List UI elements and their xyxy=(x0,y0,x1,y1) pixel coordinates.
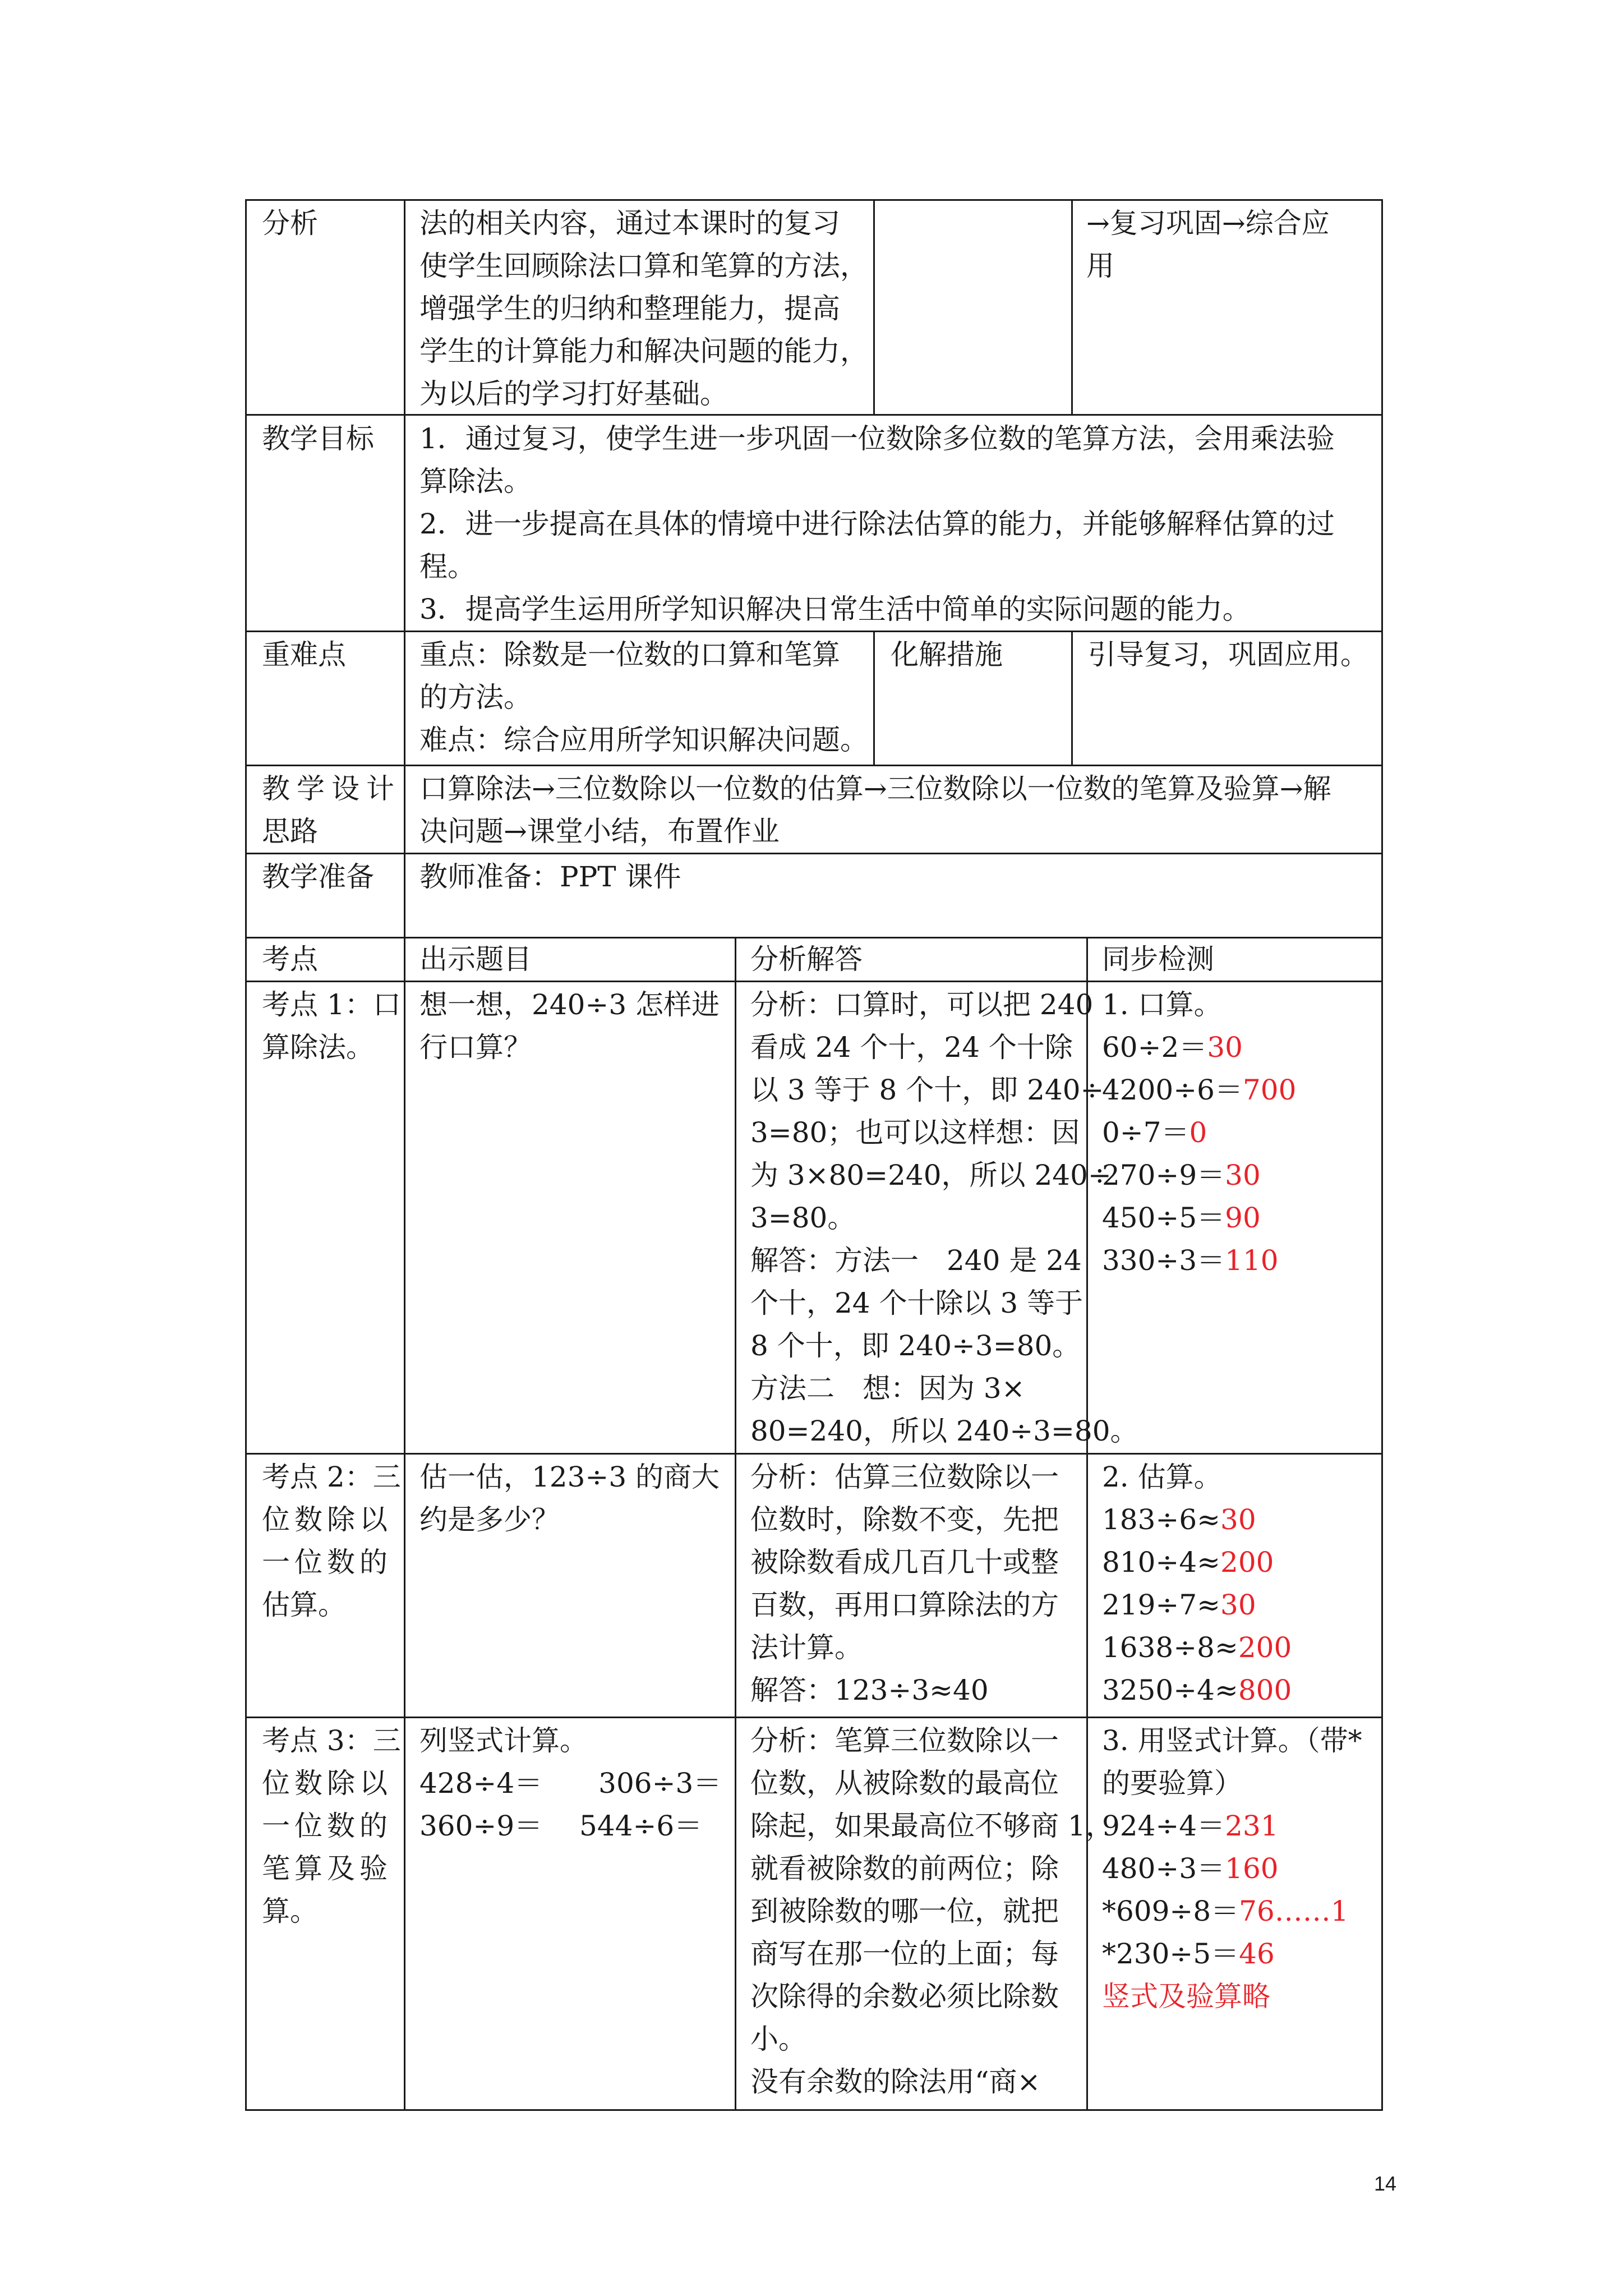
table-line xyxy=(735,937,736,2111)
text-line: 考点 2：三 xyxy=(262,1461,401,1493)
text-line: 看成 24 个十，24 个十除 xyxy=(750,1031,1073,1064)
text-line: 教学设计 xyxy=(262,772,401,805)
table-line xyxy=(1071,199,1073,416)
prep-text: 教师准备：PPT 课件 xyxy=(419,861,681,893)
row-label-prep: 教学准备 xyxy=(262,861,374,893)
text-line: 算除法。 xyxy=(262,1031,374,1064)
analysis-2 xyxy=(750,1456,1059,1711)
table-line xyxy=(245,1717,1383,1718)
table-line xyxy=(245,1453,1383,1455)
table-line xyxy=(245,199,247,2111)
check-item xyxy=(1102,1805,1362,1847)
answer: 800 xyxy=(1238,1674,1292,1706)
point-2 xyxy=(262,1456,401,1626)
text-line: 笔算及验 xyxy=(262,1852,392,1885)
text-line: 考点 1：口 xyxy=(262,988,401,1021)
design-content xyxy=(419,767,1331,853)
text-line: 位数时，除数不变，先把 xyxy=(750,1503,1059,1536)
text-line: 想一想，240÷3 怎样进 xyxy=(419,988,720,1021)
text-line: 分析：估算三位数除以一 xyxy=(750,1461,1059,1493)
equation: 270÷9＝ xyxy=(1102,1159,1225,1191)
equation: 60÷2＝ xyxy=(1102,1031,1207,1064)
text-line: 2．进一步提高在具体的情境中进行除法估算的能力，并能够解释估算的过 xyxy=(419,508,1335,540)
analysis-content xyxy=(419,202,868,415)
text-line: 解答：123÷3≈40 xyxy=(750,1674,989,1706)
answer: 30 xyxy=(1225,1159,1261,1191)
check-title: 2. 估算。 xyxy=(1102,1461,1222,1493)
check-item xyxy=(1102,1847,1362,1890)
check-item xyxy=(1102,1626,1292,1669)
answer: 231 xyxy=(1225,1810,1279,1842)
row-label-analysis: 分析 xyxy=(262,207,318,240)
check-item xyxy=(1102,1541,1292,1584)
table-line xyxy=(245,853,1383,854)
text-line: 一位数的 xyxy=(262,1546,392,1579)
analysis-1 xyxy=(750,983,1138,1452)
measures-label: 化解措施 xyxy=(891,638,1003,671)
check-note: 竖式及验算略 xyxy=(1102,1980,1270,2013)
text-line: 被除数看成几百几十或整 xyxy=(750,1546,1059,1579)
text-line: 法计算。 xyxy=(750,1631,863,1664)
text-line: 428÷4＝ 306÷3＝ xyxy=(419,1767,722,1800)
question-3 xyxy=(419,1719,721,1847)
header-analysis: 分析解答 xyxy=(750,943,863,976)
answer: 46 xyxy=(1239,1938,1275,1970)
answer: 200 xyxy=(1220,1546,1274,1579)
equation: 0÷7＝ xyxy=(1102,1116,1189,1149)
equation: 330÷3＝ xyxy=(1102,1244,1225,1277)
check-title: 3. 用竖式计算。（带* xyxy=(1102,1724,1362,1757)
header-check: 同步检测 xyxy=(1102,943,1214,976)
table-line xyxy=(245,631,1383,632)
text-line: 估算。 xyxy=(262,1589,346,1621)
text-line: 为以后的学习打好基础。 xyxy=(419,378,728,410)
table-line xyxy=(245,2109,1383,2111)
text-line: 难点：综合应用所学知识解决问题。 xyxy=(419,724,868,756)
check-item xyxy=(1102,1584,1292,1626)
text-line: 小。 xyxy=(750,2023,806,2055)
text-line: 以 3 等于 8 个十，即 240÷ xyxy=(750,1074,1104,1106)
answer: 76……1 xyxy=(1239,1895,1349,1927)
text-line: 解答：方法一 240 是 24 xyxy=(750,1244,1082,1277)
text-line: 增强学生的归纳和整理能力，提高 xyxy=(419,292,840,325)
text-line: 位数，从被除数的最高位 xyxy=(750,1767,1059,1800)
text-line: 商写在那一位的上面；每 xyxy=(750,1938,1059,1970)
check-item xyxy=(1102,1890,1362,1932)
equation: *230÷5＝ xyxy=(1102,1938,1239,1970)
check-item xyxy=(1102,1669,1292,1711)
text-line: 1．通过复习，使学生进一步巩固一位数除多位数的笔算方法，会用乘法验 xyxy=(419,422,1335,455)
check-3 xyxy=(1102,1719,1362,2018)
table-line xyxy=(245,199,1383,201)
text-line: 就看被除数的前两位；除 xyxy=(750,1852,1059,1885)
row-label-key: 重难点 xyxy=(262,638,346,671)
text-line: 一位数的 xyxy=(262,1810,392,1842)
point-3 xyxy=(262,1719,401,1932)
text-line: 8 个十，即 240÷3=80。 xyxy=(750,1329,1081,1362)
text-line: 360÷9＝ 544÷6＝ xyxy=(419,1810,703,1842)
analysis-flow xyxy=(1086,202,1330,287)
equation: *609÷8＝ xyxy=(1102,1895,1239,1927)
equation: 183÷6≈ xyxy=(1102,1503,1221,1536)
equation: 810÷4≈ xyxy=(1102,1546,1221,1579)
table-line xyxy=(1071,631,1073,766)
text-line: 分析：笔算三位数除以一 xyxy=(750,1724,1059,1757)
measures-text: 引导复习，巩固应用。 xyxy=(1088,638,1368,671)
check-2 xyxy=(1102,1456,1292,1711)
text-line: 80=240，所以 240÷3=80。 xyxy=(750,1415,1138,1447)
header-question: 出示题目 xyxy=(419,943,532,976)
text-line: 行口算？ xyxy=(419,1031,532,1064)
goals-content xyxy=(419,417,1335,631)
equation: 1638÷8≈ xyxy=(1102,1631,1238,1664)
text-line: 算除法。 xyxy=(419,465,532,498)
text-line: 为 3×80=240，所以 240÷ xyxy=(750,1159,1112,1191)
header-point: 考点 xyxy=(262,943,318,976)
equation: 480÷3＝ xyxy=(1102,1852,1225,1885)
text-line: 法的相关内容，通过本课时的复习 xyxy=(419,207,840,240)
text-line: 列竖式计算。 xyxy=(419,1724,588,1757)
equation: 450÷5＝ xyxy=(1102,1202,1225,1234)
text-line: 估一估，123÷3 的商大 xyxy=(419,1461,720,1493)
text-line: 用 xyxy=(1086,250,1114,282)
check-item xyxy=(1102,1026,1296,1069)
text-line: 3．提高学生运用所学知识解决日常生活中简单的实际问题的能力。 xyxy=(419,593,1251,625)
text-line: 约是多少？ xyxy=(419,1503,560,1536)
answer: 200 xyxy=(1238,1631,1292,1664)
check-item xyxy=(1102,1154,1296,1197)
text-line: 决问题→课堂小结，布置作业 xyxy=(419,815,780,848)
check-item xyxy=(1102,1932,1362,1975)
table-line xyxy=(245,981,1383,982)
check-item xyxy=(1102,1498,1292,1541)
check-title: 的要验算） xyxy=(1102,1767,1242,1800)
text-line: 学生的计算能力和解决问题的能力， xyxy=(419,335,868,367)
text-line: 位数除以 xyxy=(262,1503,392,1536)
page-number: 14 xyxy=(1373,2172,1396,2195)
check-item xyxy=(1102,1239,1296,1282)
answer: 90 xyxy=(1225,1202,1261,1234)
text-line: 次除得的余数必须比除数 xyxy=(750,1980,1059,2013)
row-label-design xyxy=(262,767,401,853)
equation: 924÷4＝ xyxy=(1102,1810,1225,1842)
text-line: 没有余数的除法用“商× xyxy=(750,2065,1041,2098)
answer: 700 xyxy=(1242,1074,1297,1106)
equation: 219÷7≈ xyxy=(1102,1589,1221,1621)
text-line: 使学生回顾除法口算和笔算的方法， xyxy=(419,250,868,282)
text-line: 到被除数的哪一位，就把 xyxy=(750,1895,1059,1927)
answer: 30 xyxy=(1207,1031,1243,1064)
check-item xyxy=(1102,1111,1296,1154)
text-line: 分析：口算时，可以把 240 xyxy=(750,988,1094,1021)
check-1 xyxy=(1102,983,1296,1282)
table-line xyxy=(873,631,875,766)
answer: 30 xyxy=(1220,1503,1256,1536)
table-line xyxy=(404,199,405,2111)
text-line: 位数除以 xyxy=(262,1767,392,1800)
analysis-3 xyxy=(750,1719,1114,2103)
equation: 4200÷6＝ xyxy=(1102,1074,1243,1106)
question-2 xyxy=(419,1456,720,1541)
text-line: 算。 xyxy=(262,1895,318,1927)
check-item xyxy=(1102,1197,1296,1239)
table-line xyxy=(245,765,1383,766)
answer: 0 xyxy=(1189,1116,1207,1149)
answer: 30 xyxy=(1220,1589,1256,1621)
check-item xyxy=(1102,1069,1296,1111)
text-line: 考点 3：三 xyxy=(262,1724,401,1757)
text-line: 百数，再用口算除法的方 xyxy=(750,1589,1059,1621)
question-1 xyxy=(419,983,720,1069)
equation: 3250÷4≈ xyxy=(1102,1674,1238,1706)
table-line xyxy=(1381,199,1383,2111)
text-line: 的方法。 xyxy=(419,681,532,714)
point-1 xyxy=(262,983,401,1069)
text-line: 个十，24 个十除以 3 等于 xyxy=(750,1287,1083,1319)
answer: 110 xyxy=(1225,1244,1279,1277)
text-line: 3=80。 xyxy=(750,1202,856,1234)
text-line: 口算除法→三位数除以一位数的估算→三位数除以一位数的笔算及验算→解 xyxy=(419,772,1331,805)
text-line: 程。 xyxy=(419,550,476,583)
text-line: 重点：除数是一位数的口算和笔算 xyxy=(419,638,840,671)
text-line: 思路 xyxy=(262,815,318,848)
table-line xyxy=(873,199,875,416)
text-line: 3=80；也可以这样想：因 xyxy=(750,1116,1080,1149)
check-title: 1. 口算。 xyxy=(1102,988,1222,1021)
text-line: 方法二 想：因为 3× xyxy=(750,1372,1025,1405)
text-line: →复习巩固→综合应 xyxy=(1086,207,1330,240)
key-content xyxy=(419,633,868,761)
row-label-goals: 教学目标 xyxy=(262,422,374,455)
text-line: 除起，如果最高位不够商 1， xyxy=(750,1810,1114,1842)
answer: 160 xyxy=(1225,1852,1279,1885)
